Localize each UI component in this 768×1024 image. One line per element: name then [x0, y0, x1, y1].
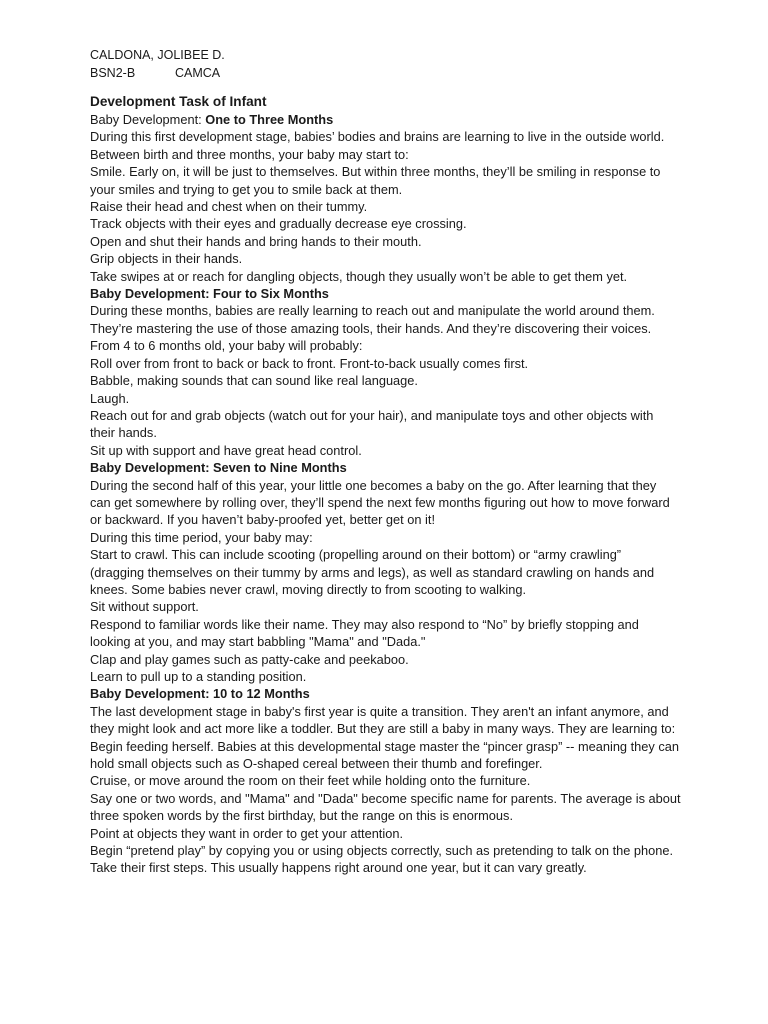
paragraph-line: Clap and play games such as patty-cake and peekaboo. [90, 651, 409, 667]
paragraph-line: During this first development stage, babies’ bodies and brains are learning to live in the outside world. [90, 129, 665, 145]
paragraph-line: (dragging themselves on their tummy by arms and legs), as well as standard crawling on hands and [90, 564, 655, 580]
document-title: Development Task of Infant [90, 94, 267, 109]
paragraph-line: Sit without support. [90, 599, 199, 615]
paragraph-line: From 4 to 6 months old, your baby will probably: [90, 338, 363, 354]
paragraph-line: three spoken words by the first birthday, but the range on this is enormous. [90, 808, 513, 824]
section-heading-text: Baby Development: Four to Six Months [90, 286, 329, 302]
section-heading-text: Baby Development: Seven to Nine Months [90, 460, 347, 476]
section-heading-text: One to Three Months [205, 112, 334, 127]
paragraph-line: Say one or two words, and "Mama" and "Dada" become specific name for parents. The average is about [90, 790, 681, 806]
paragraph-line: Open and shut their hands and bring hands to their mouth. [90, 233, 422, 249]
paragraph-line: Start to crawl. This can include scooting (propelling around on their bottom) or “army crawling” [90, 547, 622, 563]
paragraph-line: looking at you, and may start babbling "Mama" and "Dada." [90, 634, 426, 650]
paragraph-line: Learn to pull up to a standing position. [90, 669, 307, 684]
sections-container [90, 111, 690, 877]
section-heading [90, 459, 690, 476]
paragraph-line: hold small objects such as O-shaped cereal between their thumb and forefinger. [90, 756, 543, 772]
paragraph-line: The last development stage in baby's first year is quite a transition. They aren't an infant anymore, and [90, 703, 669, 719]
student-name-row [90, 46, 225, 64]
paragraph-line: Track objects with their eyes and gradually decrease eye crossing. [90, 216, 467, 232]
paragraph-line: they might look and act more like a toddler. But they are still a baby in many ways. They are learning to: [90, 721, 676, 737]
paragraph-line: Point at objects they want in order to get your attention. [90, 825, 403, 841]
paragraph-line: can get somewhere by rolling over, they’ll spend the next few months figuring out how to move forward [90, 494, 670, 510]
paragraph-line: During the second half of this year, your little one becomes a baby on the go. After learning that they [90, 477, 657, 493]
paragraph-line: Reach out for and grab objects (watch out for your hair), and manipulate toys and other objects with [90, 407, 654, 423]
paragraph-line: or backward. If you haven’t baby-proofed yet, better get on it! [90, 512, 436, 528]
paragraph-line: your smiles and trying to get you to smile back at them. [90, 181, 403, 197]
paragraph-line: Cruise, or move around the room on their feet while holding onto the furniture. [90, 773, 531, 789]
paragraph-line: Smile. Early on, it will be just to themselves. But within three months, they’ll be smiling in response to [90, 164, 661, 180]
paragraph-line: Raise their head and chest when on their tummy. [90, 199, 368, 215]
paragraph-line: During this time period, your baby may: [90, 529, 313, 545]
section-heading [90, 685, 690, 702]
section-heading [90, 111, 690, 128]
paragraph-line: Begin “pretend play” by copying you or using objects correctly, such as pretending to talk on the phone. [90, 843, 674, 859]
student-header [90, 46, 225, 82]
section-heading-text: Baby Development: 10 to 12 Months [90, 686, 310, 702]
paragraph-line: Take their first steps. This usually happens right around one year, but it can vary greatly. [90, 860, 587, 876]
paragraph-line: their hands. [90, 425, 157, 441]
paragraph-line: Roll over from front to back or back to front. Front-to-back usually comes first. [90, 355, 529, 371]
paragraph-line: Babble, making sounds that can sound like real language. [90, 373, 418, 389]
paragraph-line: Grip objects in their hands. [90, 251, 243, 267]
paragraph-line: During these months, babies are really learning to reach out and manipulate the world around them. [90, 303, 655, 319]
paragraph-line: They’re mastering the use of those amazing tools, their hands. And they’re discovering their voices. [90, 320, 652, 336]
paragraph-line: Between birth and three months, your baby may start to: [90, 146, 409, 162]
student-name: CALDONA, JOLIBEE D. [90, 48, 225, 62]
paragraph-line: Sit up with support and have great head control. [90, 442, 362, 458]
paragraph-line: Respond to familiar words like their name. They may also respond to “No” by briefly stopping and [90, 616, 639, 632]
document-body [90, 93, 690, 877]
student-school: CAMCA [175, 66, 221, 80]
paragraph-line: Take swipes at or reach for dangling objects, though they usually won’t be able to get them yet. [90, 268, 628, 284]
paragraph-line: knees. Some babies never crawl, moving directly to from scooting to walking. [90, 581, 527, 597]
paragraph-line: Begin feeding herself. Babies at this developmental stage master the “pincer grasp” -- meaning they can [90, 738, 679, 754]
student-course-row [90, 64, 225, 82]
section-heading-prefix: Baby Development: [90, 112, 206, 127]
paragraph-line: Laugh. [90, 390, 130, 406]
student-section: BSN2-B [90, 66, 136, 80]
section-heading [90, 285, 690, 302]
